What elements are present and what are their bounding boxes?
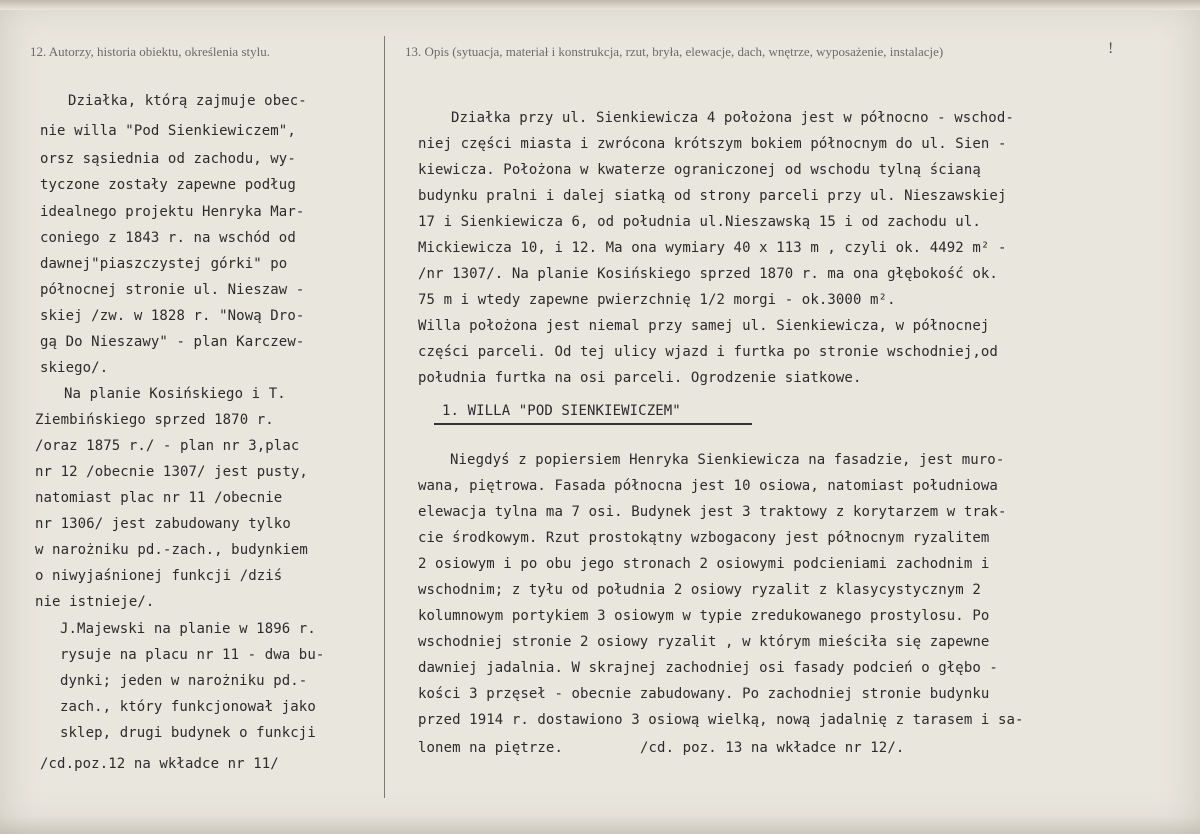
right-line: budynku pralni i dalej siatką od strony parceli przy ul. Nieszawskiej [418,188,1007,204]
right-line: kolumnowym portykiem 3 osiowym w typie zredukowanego prostylosu. Po [418,608,990,624]
left-line: idealnego projektu Henryka Mar- [40,204,305,220]
margin-mark: ! [1108,40,1114,57]
right-line: Działka przy ul. Sienkiewicza 4 położona jest w północno - wschod- [451,110,1014,126]
right-line: części parceli. Od tej ulicy wjazd i furtka po stronie wschodniej,od [418,344,998,360]
left-line: nr 12 /obecnie 1307/ jest pusty, [35,464,308,480]
right-line: kości 3 przęseł - obecnie zabudowany. Po zachodniej stronie budynku [418,686,990,702]
left-line: nr 1306/ jest zabudowany tylko [35,516,291,532]
right-line: wschodniej stronie 2 osiowy ryzalit , w którym mieściła się zapewne [418,634,990,650]
paper-shadow [0,816,1200,834]
right-line: cie środkowym. Rzut prostokątny wzbogacony jest północnym ryzalitem [418,530,990,546]
right-line: wschodnim; z tyłu od południa 2 osiowy ryzalit z klasycystycznym 2 [418,582,981,598]
paper-edge [0,0,1200,10]
right-line: przed 1914 r. dostawiono 3 osiową wielką, nową jadalnię z tarasem i sa- [418,712,1024,728]
right-line: niej części miasta i zwrócona krótszym bokiem północnym do ul. Sien - [418,136,1007,152]
left-line: skiej /zw. w 1828 r. "Nową Dro- [40,308,305,324]
section-heading: 1. WILLA "POD SIENKIEWICZEM" [442,403,681,419]
right-line: 2 osiowym i po obu jego stronach 2 osiowymi podcieniami zachodnim i [418,556,990,572]
left-line: natomiast plac nr 11 /obecnie [35,490,283,506]
left-line: dawnej"piaszczystej górki" po [40,256,288,272]
right-line: Willa położona jest niemal przy samej ul. Sienkiewicza, w północnej [418,318,990,334]
left-line: nie willa "Pod Sienkiewiczem", [40,123,296,139]
right-line: Mickiewicza 10, i 12. Ma ona wymiary 40 x 113 m , czyli ok. 4492 m² - [418,240,1007,256]
column-divider [384,36,385,798]
left-line: rysuje na placu nr 11 - dwa bu- [60,647,325,663]
left-line: orsz sąsiednia od zachodu, wy- [40,151,296,167]
right-line: lonem na piętrze. [418,740,563,756]
left-line: J.Majewski na planie w 1896 r. [60,621,316,637]
right-line: wana, piętrowa. Fasada północna jest 10 osiowa, natomiast południowa [418,478,998,494]
section-heading-underline [434,423,752,425]
left-line: /oraz 1875 r./ - plan nr 3,plac [35,438,300,454]
left-line: gą Do Nieszawy" - plan Karczew- [40,334,305,350]
right-line: południa furtka na osi parceli. Ogrodzenie siatkowe. [418,370,862,386]
right-line: /nr 1307/. Na planie Kosińskiego sprzed 1870 r. ma ona głębokość ok. [418,266,998,282]
left-line: zach., który funkcjonował jako [60,699,316,715]
right-line: dawniej jadalnia. W skrajnej zachodniej osi fasady podcień o głębo - [418,660,998,676]
left-line: skiego/. [40,360,109,376]
left-line: coniego z 1843 r. na wschód od [40,230,296,246]
left-line: dynki; jeden w narożniku pd.- [60,673,308,689]
left-line: sklep, drugi budynek o funkcji [60,725,316,741]
left-line: /cd.poz.12 na wkładce nr 11/ [40,756,279,772]
right-line: Niegdyś z popiersiem Henryka Sienkiewicza na fasadzie, jest muro- [450,452,1005,468]
left-line: Na planie Kosińskiego i T. [64,386,286,402]
left-line: w narożniku pd.-zach., budynkiem [35,542,308,558]
right-line: kiewicza. Położona w kwaterze ograniczonej od wschodu tylną ścianą [418,162,981,178]
left-line: nie istnieje/. [35,594,155,610]
left-column-header: 12. Autorzy, historia obiektu, określenia stylu. [30,44,270,59]
left-line: Ziembińskiego sprzed 1870 r. [35,412,274,428]
left-line: północnej stronie ul. Nieszaw - [40,282,305,298]
right-line: 75 m i wtedy zapewne pwierzchnię 1/2 morgi - ok.3000 m². [418,292,896,308]
left-line: Działka, którą zajmuje obec- [68,93,307,109]
right-column-header: 13. Opis (sytuacja, materiał i konstrukcja, rzut, bryła, elewacje, dach, wnętrze, wyposażenie, instalacje) [405,44,944,59]
left-line: tyczone zostały zapewne podług [40,177,296,193]
left-line: o niwyjaśnionej funkcji /dziś [35,568,283,584]
right-line: elewacja tylna ma 7 osi. Budynek jest 3 traktowy z korytarzem w trak- [418,504,1007,520]
continuation-note: /cd. poz. 13 na wkładce nr 12/. [640,740,905,756]
right-line: 17 i Sienkiewicza 6, od południa ul.Nieszawską 15 i od zachodu ul. [418,214,981,230]
